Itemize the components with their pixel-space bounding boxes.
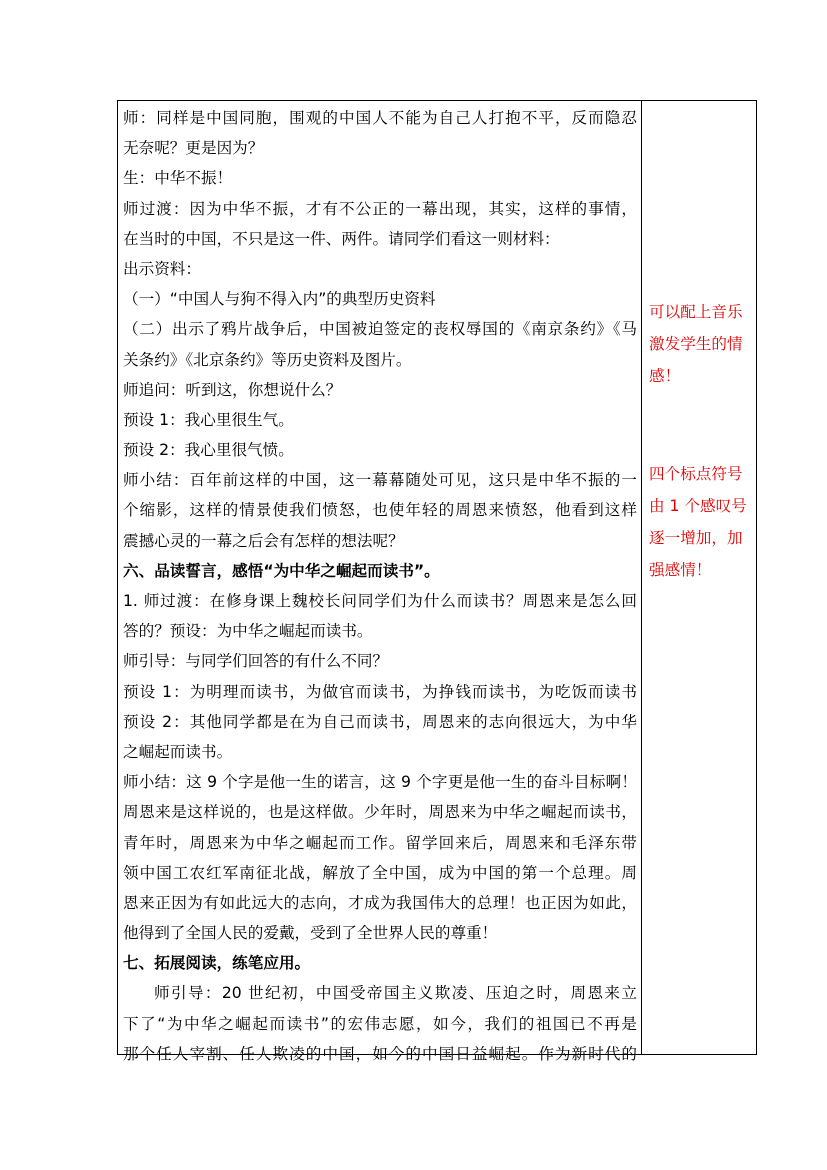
- text-line: 师小结：这 9 个字是他一生的诺言，这 9 个字更是他一生的奋斗目标啊！: [123, 773, 637, 792]
- text-line: 他得到了全国人民的爱戴，受到了全世界人民的尊重！: [123, 924, 498, 943]
- text-line: 预设 2：我心里很气愤。: [123, 441, 294, 460]
- teaching-note-punctuation: [649, 458, 751, 586]
- note-line: 四个标点符号: [649, 465, 743, 483]
- text-line: 周恩来是这样说的，也是这样做。少年时，周恩来为中华之崛起而读书，: [123, 803, 637, 822]
- text-line: 那个任人宰割、任人欺凌的中国，如今的中国日益崛起。作为新时代的: [123, 1044, 637, 1063]
- note-line: 强感情！: [649, 561, 712, 579]
- text-line: 1. 师过渡：在修身课上魏校长问同学们为什么而读书？周恩来是怎么回: [123, 592, 637, 610]
- text-line: 无奈呢？更是因为？: [123, 139, 264, 158]
- text-line: 生：中华不振！: [123, 169, 233, 188]
- text-line: 青年时，周恩来为中华之崛起而工作。留学回来后，周恩来和毛泽东带: [123, 833, 637, 852]
- note-line: 感！: [649, 367, 681, 385]
- note-line: 激发学生的情: [649, 335, 743, 353]
- text-line: 出示资料：: [123, 259, 201, 278]
- text-line: 关条约》《北京条约》等历史资料及图片。: [123, 350, 412, 369]
- text-line: 预设 2：其他同学都是在为自己而读书，周恩来的志向很远大，为中华: [123, 712, 637, 731]
- text-line: （一）“中国人与狗不得入内”的典型历史资料: [123, 290, 436, 309]
- text-line: 师小结：百年前这样的中国，这一幕幕随处可见，这只是中华不振的一: [123, 471, 637, 490]
- text-line: 师引导：与同学们回答的有什么不同？: [123, 652, 389, 671]
- text-line: 师：同样是中国同胞，围观的中国人不能为自己人打抱不平，反而隐忍: [123, 109, 637, 127]
- section-heading: 六、品读誓言，感悟“为中华之崛起而读书”。: [123, 561, 440, 580]
- teaching-note-music: [649, 296, 751, 392]
- text-line: 预设 1：我心里很生气。: [123, 410, 294, 429]
- text-line: 答的？预设：为中华之崛起而读书。: [123, 622, 373, 641]
- column-divider: [641, 101, 642, 1054]
- text-line: 恩来正因为有如此远大的志向，才成为我国伟大的总理！也正因为如此，: [123, 893, 637, 912]
- text-line: 在当时的中国，不只是这一件、两件。请同学们看这一则材料：: [123, 229, 560, 248]
- text-line: 震撼心灵的一幕之后会有怎样的想法呢？: [123, 531, 404, 550]
- text-line: 下了“为中华之崛起而读书”的宏伟志愿，如今，我们的祖国已不再是: [123, 1014, 637, 1033]
- lesson-content: [123, 103, 637, 1069]
- text-line: 师追问：听到这，你想说什么？: [123, 380, 342, 399]
- note-line: 由 1 个感叹号: [649, 497, 747, 515]
- text-line: 个缩影，这样的情景使我们愤怒，也使年轻的周恩来愤怒，他看到这样: [123, 501, 637, 520]
- text-line: 师引导：20 世纪初，中国受帝国主义欺凌、压迫之时，周恩来立: [154, 984, 637, 1003]
- text-line: 师过渡：因为中华不振，才有不公正的一幕出现，其实，这样的事情，: [123, 199, 637, 218]
- text-line: 预设 1：为明理而读书，为做官而读书，为挣钱而读书，为吃饭而读书: [123, 682, 637, 701]
- text-line: 之崛起而读书。: [123, 742, 233, 761]
- section-heading: 七、拓展阅读，练笔应用。: [123, 954, 311, 973]
- text-line: 领中国工农红军南征北战，解放了全中国，成为中国的第一个总理。周: [123, 863, 637, 882]
- note-line: 逐一增加，加: [649, 529, 743, 547]
- note-line: 可以配上音乐: [649, 303, 743, 321]
- lesson-table: [117, 100, 757, 1063]
- text-line: （二）出示了鸦片战争后，中国被迫签定的丧权辱国的《南京条约》《马: [123, 320, 637, 339]
